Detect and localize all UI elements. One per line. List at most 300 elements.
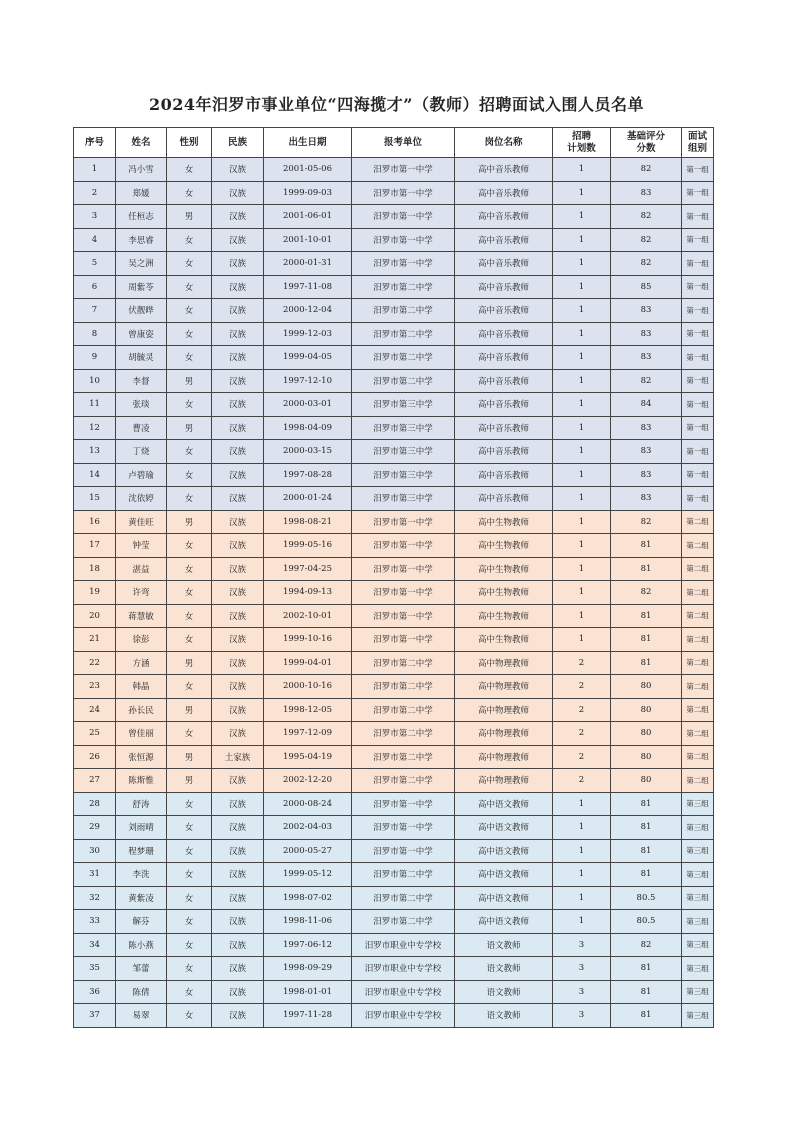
group-cell: 第一组 [682,416,714,440]
group-cell: 第二组 [682,581,714,605]
gender-cell: 女 [167,181,212,205]
seq-cell: 6 [74,275,116,299]
gender-cell: 女 [167,980,212,1004]
birthdate-cell: 1997-06-12 [264,933,352,957]
seq-cell: 14 [74,463,116,487]
header-cell: 报考单位 [352,128,455,158]
gender-cell: 女 [167,792,212,816]
group-cell: 第三组 [682,910,714,934]
table-row [74,205,714,229]
gender-cell: 女 [167,628,212,652]
plan-count-cell: 1 [553,275,611,299]
seq-cell: 19 [74,581,116,605]
birthdate-cell: 1998-09-29 [264,957,352,981]
score-cell: 83 [611,181,682,205]
seq-cell: 22 [74,651,116,675]
birthdate-cell: 1994-09-13 [264,581,352,605]
table-row [74,886,714,910]
ethnicity-cell: 汉族 [212,839,264,863]
unit-cell: 汨罗市第一中学 [352,181,455,205]
unit-cell: 汨罗市职业中专学校 [352,957,455,981]
name-cell: 冯小雪 [116,158,167,182]
unit-cell: 汨罗市第二中学 [352,886,455,910]
birthdate-cell: 2000-01-31 [264,252,352,276]
gender-cell: 女 [167,463,212,487]
table-row [74,863,714,887]
header-cell: 面试 组别 [682,128,714,158]
name-cell: 任桓志 [116,205,167,229]
score-cell: 81 [611,863,682,887]
plan-count-cell: 3 [553,957,611,981]
gender-cell: 女 [167,957,212,981]
group-cell: 第二组 [682,628,714,652]
group-cell: 第三组 [682,863,714,887]
ethnicity-cell: 汉族 [212,416,264,440]
seq-cell: 37 [74,1004,116,1028]
name-cell: 徐彭 [116,628,167,652]
plan-count-cell: 1 [553,416,611,440]
table-row [74,651,714,675]
ethnicity-cell: 汉族 [212,534,264,558]
table-row [74,745,714,769]
gender-cell: 女 [167,863,212,887]
score-cell: 80 [611,675,682,699]
ethnicity-cell: 汉族 [212,252,264,276]
birthdate-cell: 1997-08-28 [264,463,352,487]
gender-cell: 女 [167,228,212,252]
birthdate-cell: 2002-10-01 [264,604,352,628]
plan-count-cell: 1 [553,205,611,229]
group-cell: 第二组 [682,557,714,581]
name-cell: 湛益 [116,557,167,581]
seq-cell: 26 [74,745,116,769]
ethnicity-cell: 汉族 [212,510,264,534]
plan-count-cell: 1 [553,557,611,581]
seq-cell: 23 [74,675,116,699]
unit-cell: 汨罗市第一中学 [352,534,455,558]
unit-cell: 汨罗市第二中学 [352,322,455,346]
plan-count-cell: 3 [553,1004,611,1028]
group-cell: 第三组 [682,792,714,816]
ethnicity-cell: 汉族 [212,393,264,417]
table-row [74,980,714,1004]
name-cell: 方涵 [116,651,167,675]
position-cell: 高中音乐教师 [455,416,553,440]
ethnicity-cell: 汉族 [212,205,264,229]
ethnicity-cell: 汉族 [212,322,264,346]
gender-cell: 女 [167,675,212,699]
name-cell: 许弯 [116,581,167,605]
plan-count-cell: 1 [553,393,611,417]
position-cell: 高中音乐教师 [455,252,553,276]
seq-cell: 24 [74,698,116,722]
table-row [74,487,714,511]
ethnicity-cell: 汉族 [212,158,264,182]
score-cell: 81 [611,557,682,581]
birthdate-cell: 1999-04-01 [264,651,352,675]
score-cell: 81 [611,792,682,816]
seq-cell: 30 [74,839,116,863]
unit-cell: 汨罗市第一中学 [352,628,455,652]
unit-cell: 汨罗市第三中学 [352,487,455,511]
gender-cell: 男 [167,510,212,534]
candidate-table [73,127,714,1028]
score-cell: 82 [611,369,682,393]
birthdate-cell: 1999-05-12 [264,863,352,887]
score-cell: 82 [611,510,682,534]
ethnicity-cell: 汉族 [212,980,264,1004]
table-row [74,393,714,417]
group-cell: 第二组 [682,698,714,722]
gender-cell: 女 [167,933,212,957]
ethnicity-cell: 汉族 [212,463,264,487]
seq-cell: 15 [74,487,116,511]
table-row [74,1004,714,1028]
table-row [74,299,714,323]
seq-cell: 7 [74,299,116,323]
unit-cell: 汨罗市第二中学 [352,346,455,370]
gender-cell: 女 [167,346,212,370]
unit-cell: 汨罗市第二中学 [352,299,455,323]
header-cell: 出生日期 [264,128,352,158]
score-cell: 80 [611,745,682,769]
ethnicity-cell: 汉族 [212,792,264,816]
seq-cell: 8 [74,322,116,346]
unit-cell: 汨罗市第三中学 [352,416,455,440]
ethnicity-cell: 汉族 [212,557,264,581]
ethnicity-cell: 汉族 [212,863,264,887]
seq-cell: 1 [74,158,116,182]
header-cell: 姓名 [116,128,167,158]
name-cell: 钟莹 [116,534,167,558]
birthdate-cell: 2000-12-04 [264,299,352,323]
table-row [74,910,714,934]
ethnicity-cell: 汉族 [212,675,264,699]
position-cell: 高中音乐教师 [455,463,553,487]
ethnicity-cell: 汉族 [212,604,264,628]
plan-count-cell: 1 [553,463,611,487]
name-cell: 陈斯惟 [116,769,167,793]
name-cell: 郑媛 [116,181,167,205]
group-cell: 第一组 [682,393,714,417]
score-cell: 83 [611,440,682,464]
table-row [74,792,714,816]
ethnicity-cell: 汉族 [212,886,264,910]
group-cell: 第二组 [682,675,714,699]
unit-cell: 汨罗市第一中学 [352,252,455,276]
ethnicity-cell: 汉族 [212,698,264,722]
birthdate-cell: 2000-01-24 [264,487,352,511]
gender-cell: 女 [167,158,212,182]
score-cell: 81 [611,628,682,652]
plan-count-cell: 1 [553,886,611,910]
unit-cell: 汨罗市第一中学 [352,510,455,534]
gender-cell: 女 [167,1004,212,1028]
position-cell: 高中音乐教师 [455,275,553,299]
position-cell: 高中音乐教师 [455,487,553,511]
unit-cell: 汨罗市第二中学 [352,769,455,793]
gender-cell: 女 [167,275,212,299]
seq-cell: 36 [74,980,116,1004]
name-cell: 陈小燕 [116,933,167,957]
name-cell: 曾康姿 [116,322,167,346]
position-cell: 高中物理教师 [455,722,553,746]
table-row [74,158,714,182]
ethnicity-cell: 汉族 [212,346,264,370]
score-cell: 82 [611,581,682,605]
seq-cell: 9 [74,346,116,370]
score-cell: 83 [611,299,682,323]
position-cell: 高中生物教师 [455,604,553,628]
seq-cell: 3 [74,205,116,229]
group-cell: 第一组 [682,346,714,370]
score-cell: 80.5 [611,910,682,934]
name-cell: 陈倩 [116,980,167,1004]
birthdate-cell: 2001-05-06 [264,158,352,182]
table-row [74,722,714,746]
plan-count-cell: 1 [553,181,611,205]
seq-cell: 21 [74,628,116,652]
group-cell: 第一组 [682,299,714,323]
seq-cell: 10 [74,369,116,393]
birthdate-cell: 2000-03-01 [264,393,352,417]
table-row [74,769,714,793]
unit-cell: 汨罗市第二中学 [352,698,455,722]
unit-cell: 汨罗市第一中学 [352,581,455,605]
gender-cell: 女 [167,839,212,863]
ethnicity-cell: 汉族 [212,628,264,652]
position-cell: 高中生物教师 [455,581,553,605]
table-row [74,440,714,464]
gender-cell: 女 [167,322,212,346]
score-cell: 81 [611,1004,682,1028]
table-row [74,463,714,487]
table-row [74,557,714,581]
position-cell: 高中语文教师 [455,792,553,816]
seq-cell: 28 [74,792,116,816]
position-cell: 高中生物教师 [455,510,553,534]
gender-cell: 女 [167,604,212,628]
birthdate-cell: 1999-09-03 [264,181,352,205]
birthdate-cell: 1997-11-08 [264,275,352,299]
group-cell: 第三组 [682,933,714,957]
group-cell: 第三组 [682,816,714,840]
plan-count-cell: 3 [553,933,611,957]
seq-cell: 34 [74,933,116,957]
seq-cell: 11 [74,393,116,417]
birthdate-cell: 1998-12-05 [264,698,352,722]
position-cell: 高中音乐教师 [455,393,553,417]
plan-count-cell: 1 [553,628,611,652]
position-cell: 高中物理教师 [455,675,553,699]
table-row [74,346,714,370]
table-row [74,628,714,652]
ethnicity-cell: 汉族 [212,487,264,511]
position-cell: 高中语文教师 [455,910,553,934]
seq-cell: 20 [74,604,116,628]
header-cell: 序号 [74,128,116,158]
score-cell: 82 [611,158,682,182]
name-cell: 周紫苓 [116,275,167,299]
table-row [74,322,714,346]
ethnicity-cell: 汉族 [212,910,264,934]
table-row [74,675,714,699]
unit-cell: 汨罗市第二中学 [352,722,455,746]
gender-cell: 女 [167,299,212,323]
score-cell: 81 [611,534,682,558]
ethnicity-cell: 土家族 [212,745,264,769]
score-cell: 81 [611,604,682,628]
position-cell: 高中音乐教师 [455,440,553,464]
seq-cell: 33 [74,910,116,934]
unit-cell: 汨罗市第二中学 [352,651,455,675]
position-cell: 高中生物教师 [455,557,553,581]
name-cell: 伏靓晔 [116,299,167,323]
unit-cell: 汨罗市第一中学 [352,557,455,581]
name-cell: 黄紫凌 [116,886,167,910]
name-cell: 易翠 [116,1004,167,1028]
unit-cell: 汨罗市第一中学 [352,839,455,863]
group-cell: 第二组 [682,534,714,558]
gender-cell: 女 [167,252,212,276]
score-cell: 80 [611,698,682,722]
plan-count-cell: 1 [553,346,611,370]
score-cell: 83 [611,322,682,346]
seq-cell: 17 [74,534,116,558]
position-cell: 高中语文教师 [455,839,553,863]
score-cell: 83 [611,346,682,370]
position-cell: 高中语文教师 [455,816,553,840]
seq-cell: 27 [74,769,116,793]
ethnicity-cell: 汉族 [212,651,264,675]
group-cell: 第一组 [682,228,714,252]
birthdate-cell: 2001-10-01 [264,228,352,252]
score-cell: 81 [611,980,682,1004]
score-cell: 80 [611,769,682,793]
name-cell: 孙长民 [116,698,167,722]
table-row [74,228,714,252]
header-cell: 基础评分 分数 [611,128,682,158]
birthdate-cell: 1999-04-05 [264,346,352,370]
birthdate-cell: 1998-04-09 [264,416,352,440]
table-row [74,698,714,722]
birthdate-cell: 2000-10-16 [264,675,352,699]
table-row [74,252,714,276]
score-cell: 80 [611,722,682,746]
unit-cell: 汨罗市职业中专学校 [352,980,455,1004]
birthdate-cell: 1998-08-21 [264,510,352,534]
ethnicity-cell: 汉族 [212,1004,264,1028]
name-cell: 李洗 [116,863,167,887]
group-cell: 第三组 [682,980,714,1004]
name-cell: 张琰 [116,393,167,417]
header-cell: 性别 [167,128,212,158]
seq-cell: 29 [74,816,116,840]
name-cell: 吴之洲 [116,252,167,276]
name-cell: 曹凌 [116,416,167,440]
score-cell: 81 [611,957,682,981]
plan-count-cell: 3 [553,980,611,1004]
seq-cell: 13 [74,440,116,464]
plan-count-cell: 2 [553,745,611,769]
birthdate-cell: 1997-12-09 [264,722,352,746]
group-cell: 第一组 [682,487,714,511]
table-row [74,604,714,628]
seq-cell: 35 [74,957,116,981]
birthdate-cell: 1999-05-16 [264,534,352,558]
score-cell: 82 [611,252,682,276]
name-cell: 蒋慧敏 [116,604,167,628]
score-cell: 83 [611,463,682,487]
name-cell: 韩晶 [116,675,167,699]
ethnicity-cell: 汉族 [212,369,264,393]
seq-cell: 18 [74,557,116,581]
position-cell: 高中音乐教师 [455,181,553,205]
name-cell: 沈依婷 [116,487,167,511]
plan-count-cell: 2 [553,651,611,675]
plan-count-cell: 1 [553,369,611,393]
name-cell: 张恒源 [116,745,167,769]
name-cell: 李督 [116,369,167,393]
position-cell: 语文教师 [455,1004,553,1028]
unit-cell: 汨罗市第二中学 [352,369,455,393]
gender-cell: 女 [167,581,212,605]
unit-cell: 汨罗市第一中学 [352,228,455,252]
plan-count-cell: 1 [553,440,611,464]
plan-count-cell: 1 [553,581,611,605]
page-title: 2024年汨罗市事业单位“四海揽才”（教师）招聘面试入围人员名单 [149,95,644,114]
birthdate-cell: 2000-08-24 [264,792,352,816]
seq-cell: 25 [74,722,116,746]
table-row [74,416,714,440]
gender-cell: 女 [167,487,212,511]
position-cell: 高中语文教师 [455,886,553,910]
position-cell: 高中生物教师 [455,534,553,558]
birthdate-cell: 2000-03-15 [264,440,352,464]
plan-count-cell: 1 [553,487,611,511]
group-cell: 第三组 [682,839,714,863]
ethnicity-cell: 汉族 [212,228,264,252]
position-cell: 高中音乐教师 [455,158,553,182]
plan-count-cell: 1 [553,534,611,558]
group-cell: 第二组 [682,745,714,769]
name-cell: 曾佳丽 [116,722,167,746]
ethnicity-cell: 汉族 [212,299,264,323]
seq-cell: 2 [74,181,116,205]
unit-cell: 汨罗市第三中学 [352,463,455,487]
gender-cell: 男 [167,698,212,722]
gender-cell: 女 [167,722,212,746]
plan-count-cell: 1 [553,792,611,816]
position-cell: 高中音乐教师 [455,369,553,393]
plan-count-cell: 1 [553,604,611,628]
group-cell: 第二组 [682,510,714,534]
header-cell: 岗位名称 [455,128,553,158]
score-cell: 81 [611,651,682,675]
plan-count-cell: 1 [553,299,611,323]
seq-cell: 4 [74,228,116,252]
header-cell: 民族 [212,128,264,158]
group-cell: 第一组 [682,275,714,299]
seq-cell: 5 [74,252,116,276]
name-cell: 丁烧 [116,440,167,464]
header-cell: 招聘 计划数 [553,128,611,158]
gender-cell: 男 [167,769,212,793]
score-cell: 81 [611,839,682,863]
table-row [74,581,714,605]
plan-count-cell: 1 [553,910,611,934]
position-cell: 高中音乐教师 [455,205,553,229]
